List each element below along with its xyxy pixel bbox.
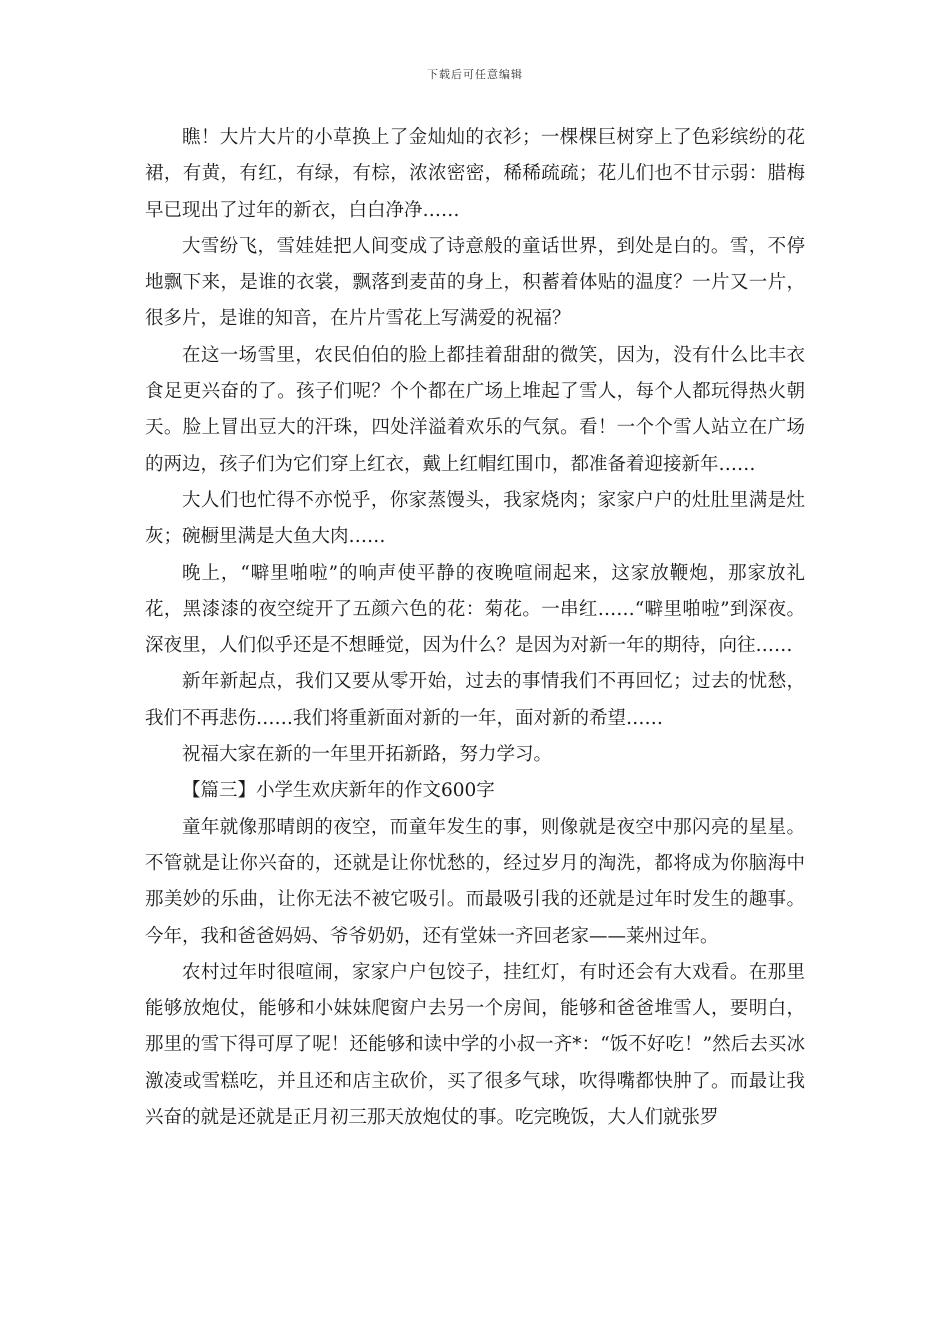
paragraph-4: 大人们也忙得不亦悦乎，你家蒸馒头，我家烧肉；家家户户的灶肚里满是灶灰；碗橱里满是大鱼大肉……: [145, 489, 805, 548]
document-body: [145, 120, 805, 1136]
paragraph-3: 在这一场雪里，农民伯伯的脸上都挂着甜甜的微笑，因为，没有什么比丰衣食足更兴奋的了。孩子们呢？个个都在广场上堆起了雪人，每个人都玩得热火朝天。脸上冒出豆大的汗珠，四处洋溢着欢乐的气氛。看！一个个雪人站立在广场的两边，孩子们为它们穿上红衣，戴上红帽红围巾，都准备着迎接新年……: [145, 344, 805, 475]
paragraph-6: 新年新起点，我们又要从零开始，过去的事情我们不再回忆；过去的忧愁，我们不再悲伤……我们将重新面对新的一年，面对新的希望……: [145, 671, 805, 729]
paragraph-9: 农村过年时很喧闹，家家户户包饺子，挂红灯，有时还会有大戏看。在那里能够放炮仗，能够和小妹妹爬窗户去另一个房间，能够和爸爸堆雪人，要明白，那里的雪下得可厚了呢！还能够和读中学的小叔一齐*：“饭不好吃！”然后去买冰激凌或雪糕吃，并且还和店主砍价，买了很多气球，吹得嘴都快肿了。而最让我兴奋的就是还就是正月初三那天放炮仗的事。吃完晚饭，大人们就张罗: [145, 961, 805, 1129]
section-heading: 【篇三】小学生欢庆新年的作文600字: [182, 780, 495, 802]
paragraph-2: 大雪纷飞，雪娃娃把人间变成了诗意般的童话世界，到处是白的。雪，不停地飘下来，是谁的衣裳，飘落到麦苗的身上，积蓄着体贴的温度？一片又一片，很多片，是谁的知音，在片片雪花上写满爱的祝福？: [145, 235, 805, 330]
paragraph-8: 童年就像那晴朗的夜空，而童年发生的事，则像就是夜空中那闪亮的星星。不管就是让你兴奋的，还就是让你忧愁的，经过岁月的淘洗，都将成为你脑海中那美妙的乐曲，让你无法不被它吸引。而最吸引我的还就是过年时发生的趣事。今年，我和爸爸妈妈、爷爷奶奶，还有堂妹一齐回老家——莱州过年。: [145, 816, 805, 947]
paragraph-7: 祝福大家在新的一年里开拓新路，努力学习。: [182, 744, 553, 766]
paragraph-1: 瞧！大片大片的小草换上了金灿灿的衣衫；一棵棵巨树穿上了色彩缤纷的花裙，有黄，有红，有绿，有棕，浓浓密密，稀稀疏疏；花儿们也不甘示弱：腊梅早已现出了过年的新衣，白白净净……: [145, 127, 805, 221]
paragraph-5: 晚上，“噼里啪啦”的响声使平静的夜晚喧闹起来，这家放鞭炮，那家放礼花，黑漆漆的夜空绽开了五颜六色的花：菊花。一串红……“噼里啪啦”到深夜。深夜里，人们似乎还是不想睡觉，因为什么？是因为对新一年的期待，向往……: [145, 562, 805, 657]
page-header: 下载后可任意编辑: [427, 68, 523, 81]
